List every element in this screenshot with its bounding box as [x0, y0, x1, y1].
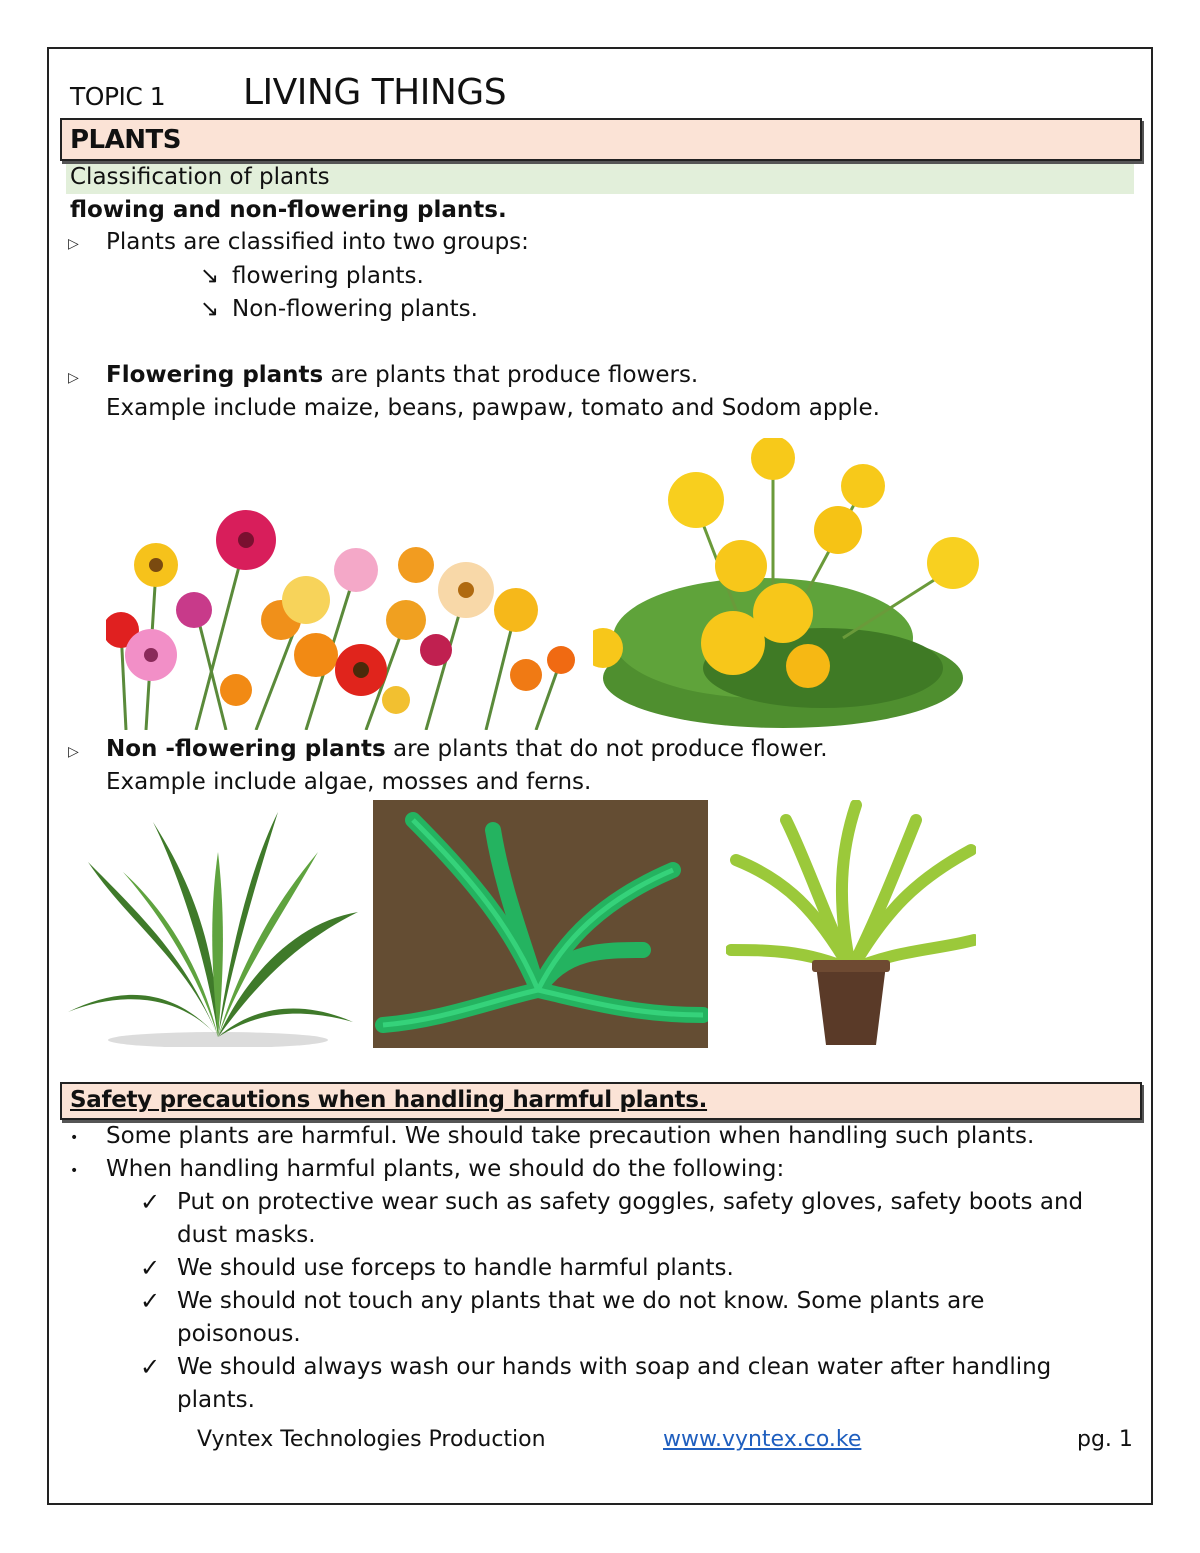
- check-icon: ✓: [140, 1254, 161, 1282]
- check-icon: ✓: [140, 1353, 161, 1381]
- footer-website-link[interactable]: www.vyntex.co.ke: [663, 1427, 862, 1452]
- triangle-right-icon: ▷: [68, 370, 79, 386]
- section-title-bar: [60, 118, 1142, 161]
- checklist-line: We should not touch any plants that we do not know. Some plants are: [177, 1288, 985, 1314]
- triangle-right-icon: ▷: [68, 236, 79, 252]
- group-item: Non-flowering plants.: [232, 296, 478, 322]
- checklist-line: We should always wash our hands with soap and clean water after handling: [177, 1354, 1052, 1380]
- safety-point: Some plants are harmful. We should take precaution when handling such plants.: [106, 1123, 1035, 1149]
- flowering-term: Flowering plants: [106, 362, 324, 388]
- topic-label: TOPIC 1: [70, 82, 166, 111]
- bullet-dot-icon: •: [70, 1130, 79, 1146]
- checklist-line: plants.: [177, 1387, 255, 1413]
- non-flowering-definition: [106, 736, 828, 762]
- non-flowering-examples: Example include algae, mosses and ferns.: [106, 769, 592, 795]
- arrow-down-right-icon: ↘: [200, 296, 220, 322]
- section-title: PLANTS: [70, 125, 181, 155]
- arrow-down-right-icon: ↘: [200, 263, 220, 289]
- classification-intro: Plants are classified into two groups:: [106, 229, 529, 255]
- checklist-line: poisonous.: [177, 1321, 301, 1347]
- footer-producer: Vyntex Technologies Production: [197, 1427, 546, 1452]
- flowering-examples: Example include maize, beans, pawpaw, tomato and Sodom apple.: [106, 395, 880, 421]
- checklist-line: dust masks.: [177, 1222, 316, 1248]
- dandelion-plant-image: [593, 438, 983, 730]
- safety-title-bar: [60, 1082, 1142, 1120]
- classification-heading: flowing and non-flowering plants.: [70, 197, 507, 223]
- bullet-dot-icon: •: [70, 1163, 79, 1179]
- flowering-definition: [106, 362, 698, 388]
- flowers-mixed-image: [106, 510, 576, 730]
- footer-page-number: pg. 1: [1077, 1427, 1133, 1452]
- checklist-line: We should use forceps to handle harmful plants.: [177, 1255, 734, 1281]
- safety-point: When handling harmful plants, we should do the following:: [106, 1156, 785, 1182]
- topic-title: LIVING THINGS: [243, 72, 507, 113]
- triangle-right-icon: ▷: [68, 744, 79, 760]
- subtitle-bar: [66, 164, 1134, 194]
- algae-plant-image: [68, 812, 363, 1047]
- safety-title: Safety precautions when handling harmful plants.: [70, 1087, 708, 1113]
- flowering-definition-text: are plants that produce flowers.: [323, 362, 699, 388]
- group-item: flowering plants.: [232, 263, 424, 289]
- non-flowering-term: Non -flowering plants: [106, 736, 386, 762]
- potted-fern-image: [726, 800, 976, 1050]
- section-subtitle: Classification of plants: [70, 164, 330, 190]
- non-flowering-definition-text: are plants that do not produce flower.: [385, 736, 828, 762]
- check-icon: ✓: [140, 1287, 161, 1315]
- check-icon: ✓: [140, 1188, 161, 1216]
- fern-forest-image: [373, 800, 708, 1048]
- checklist-line: Put on protective wear such as safety goggles, safety gloves, safety boots and: [177, 1189, 1084, 1215]
